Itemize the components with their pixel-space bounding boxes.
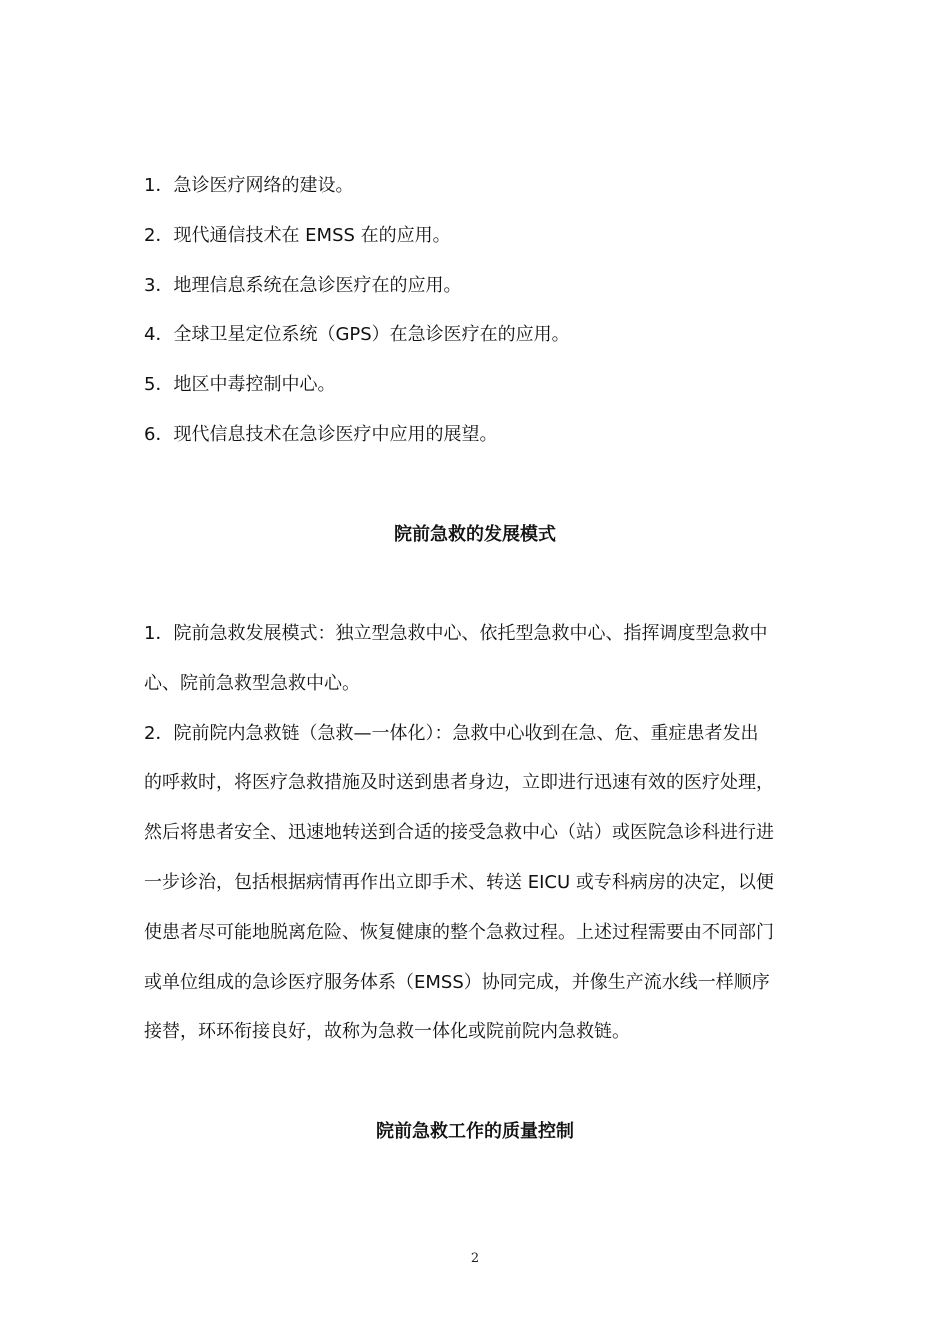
list-item: 4．全球卫星定位系统（GPS）在急诊医疗在的应用。 [144,324,570,346]
paragraph-line: 然后将患者安全、迅速地转送到合适的接受急救中心（站）或医院急诊科进行进 [144,822,774,844]
paragraph-line: 使患者尽可能地脱离危险、恢复健康的整个急救过程。上述过程需要由不同部门 [144,921,774,943]
list-item: 6．现代信息技术在急诊医疗中应用的展望。 [144,423,498,445]
numbered-list [144,172,824,471]
paragraph-line: 2．院前院内急救链（急救—一体化）：急救中心收到在急、危、重症患者发出 [144,722,759,744]
paragraph-line: 1．院前急救发展模式：独立型急救中心、依托型急救中心、指挥调度型急救中 [144,623,768,644]
section-heading-development-models: 院前急救的发展模式 [394,524,556,545]
list-item: 2．现代通信技术在 EMSS 在的应用。 [144,224,451,246]
section-body-development-models [144,620,824,1068]
list-item: 5．地区中毒控制中心。 [144,374,336,396]
section-heading-quality-control: 院前急救工作的质量控制 [376,1121,574,1142]
paragraph-line: 或单位组成的急诊医疗服务体系（EMSS）协同完成，并像生产流水线一样顺序 [144,971,770,993]
paragraph-line: 接替，环环衔接良好，故称为急救一体化或院前院内急救链。 [144,1021,630,1043]
paragraph-line: 一步诊治，包括根据病情再作出立即手术、转送 EICU 或专科病房的决定，以便 [144,871,774,893]
page-number: 2 [470,1251,480,1266]
list-item: 3．地理信息系统在急诊医疗在的应用。 [144,274,462,296]
paragraph-line: 心、院前急救型急救中心。 [144,672,360,694]
list-item: 1．急诊医疗网络的建设。 [144,175,354,196]
paragraph-line: 的呼救时，将医疗急救措施及时送到患者身边，立即进行迅速有效的医疗处理， [144,772,774,794]
